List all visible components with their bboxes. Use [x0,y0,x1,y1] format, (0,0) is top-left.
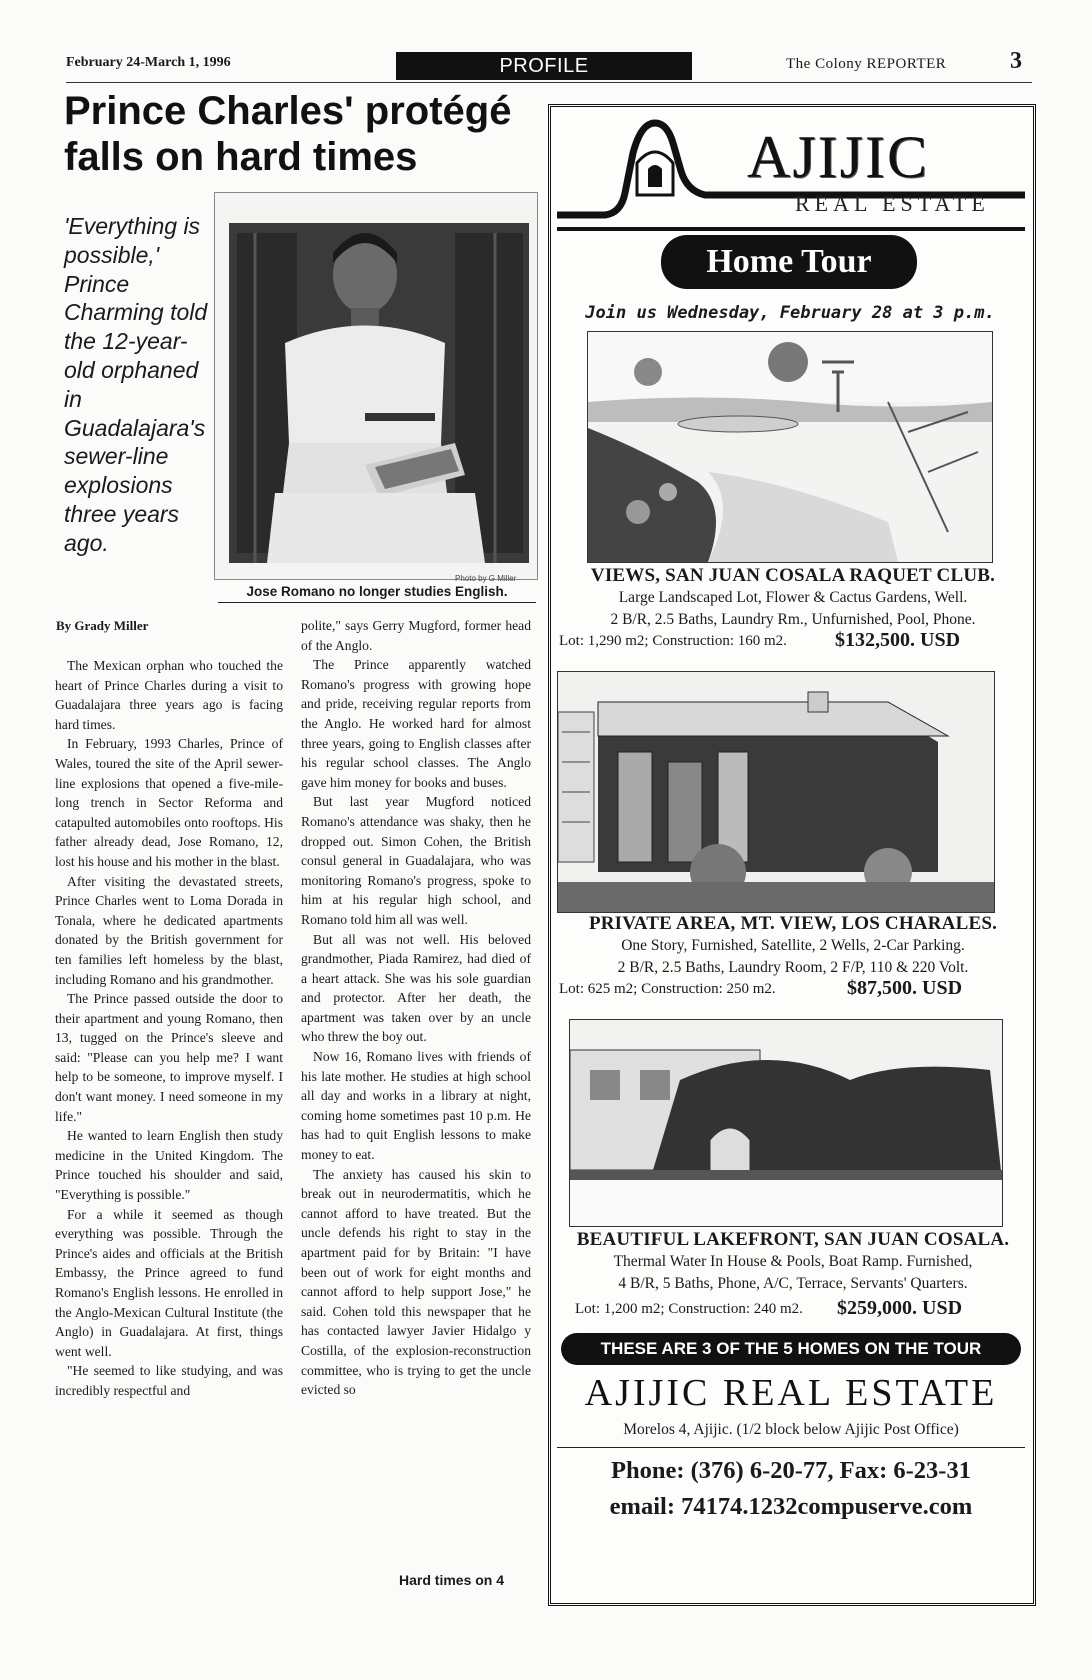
paragraph: For a while it seemed as though everything was possible. Through the Prince's aides and officials at the British Embassy, the Prince agreed to fund Romano's English lessons. He enrolled in the Anglo-Mexican Cultural Institute (the Anglo) in Guadalajara. At first, things went well. [55,1206,283,1359]
office-address: Morelos 4, Ajijic. (1/2 block below Ajijic Post Office) [623,1421,959,1438]
header-rule [66,82,1032,83]
paragraph: The Prince apparently watched Romano's progress with growing hope and pride, receiving regular reports from the Anglo. He worked hard for almost three years, going to English classes after his regular school classes. The Anglo gave him money for books and buses. [301,657,531,790]
listing-1-lot: Lot: 1,290 m2; Construction: 160 m2. [559,633,787,649]
paragraph: The Prince passed outside the door to their apartment and young Romano, then 13, tugged on the Prince's sleeve and said: "Please can you help me? I want help to be someone, to improve myself. I don't want money. I need someone in my life." [55,991,283,1124]
section-label: PROFILE [396,52,692,80]
listing-1-features: Large Landscaped Lot, Flower & Cactus Gardens, Well. [618,589,968,606]
pull-quote: 'Everything is possible,' Prince Charming told the 12-year-old orphaned in Guadalajara's sewer-line explosions three years ago. [64,213,208,556]
listing-2-features: One Story, Furnished, Satellite, 2 Wells, 2-Car Parking. [621,937,965,954]
listing-1-title: VIEWS, SAN JUAN COSALA RAQUET CLUB. [590,565,996,586]
email-address[interactable]: email: 74174.1232compuserve.com [609,1493,973,1520]
paragraph: Now 16, Romano lives with friends of his late mother. He studies at high school all day and works in a library at night, coming home sometimes past 10 p.m. He has had to quit English lessons to make money to eat. [301,1049,531,1163]
listing-2-rooms: 2 B/R, 2.5 Baths, Laundry Room, 2 F/P, 110 & 220 Volt. [617,959,969,976]
ad-brand-subtitle: REAL ESTATE [795,191,990,216]
byline: By Grady Miller [56,618,149,633]
phone-fax: Phone: (376) 6-20-77, Fax: 6-23-31 [611,1457,971,1484]
article-column-1 [55,656,283,1401]
paragraph: In February, 1993 Charles, Prince of Wales, toured the site of the April sewer-line explosions that opened a five-mile-long trench in Sector Reforma and catapulted automobiles onto rooftops. His father already dead, Jose Romano, 12, lost his house and his mother in the blast. [55,736,283,869]
issue-date: February 24-March 1, 1996 [66,55,231,70]
tour-invite: Join us Wednesday, February 28 at 3 p.m. [585,303,995,323]
listing-3-lot: Lot: 1,200 m2; Construction: 240 m2. [575,1301,803,1317]
listing-photo-garden [587,331,993,563]
article-column-2 [301,616,531,1400]
listing-2-title: PRIVATE AREA, MT. VIEW, LOS CHARALES. [588,913,998,934]
home-tour-badge: Home Tour [661,235,917,289]
listing-2-lot: Lot: 625 m2; Construction: 250 m2. [559,981,776,997]
ad-brand-footer: AJIJIC REAL ESTATE [584,1372,998,1414]
listing-3-features: Thermal Water In House & Pools, Boat Ramp. Furnished, [613,1253,973,1270]
paragraph: He wanted to learn English then study medicine in the United Kingdom. The Prince touched his shoulder and said, "Everything is possible." [55,1128,283,1203]
listing-1-price: $132,500. USD [835,629,961,651]
paragraph: After visiting the devastated streets, Prince Charles went to Loma Dorada in Tonala, where he dedicated apartments donated by the British government for ten families left homeless by the blast, including Romano and his grandmother. [55,873,283,987]
paragraph: But all was not well. His beloved grandmother, Piada Ramirez, had died of a heart attack. She was his sole guardian and protector. After her death, the apartment was taken over by an uncle who threw the boy out. [301,931,531,1045]
footer-rule [557,1447,1025,1448]
headline [64,88,534,180]
page-number: 3 [1010,48,1022,74]
real-estate-ad [548,104,1036,1606]
listing-3-rooms: 4 B/R, 5 Baths, Phone, A/C, Terrace, Servants' Quarters. [618,1275,968,1292]
tour-count-banner: THESE ARE 3 OF THE 5 HOMES ON THE TOUR [561,1333,1021,1365]
article-photo [214,192,538,580]
headline-line-1: Prince Charles' protégé [64,89,512,133]
newspaper-name: The Colony REPORTER [786,56,947,72]
paragraph: polite," says Gerry Mugford, former head of the Anglo. [301,618,531,653]
boy-portrait-image [215,193,537,579]
ad-brand-name: AJIJIC [747,124,930,190]
paragraph: But last year Mugford noticed Romano's attendance was shaky, then he dropped out. Simon Cohen, the British consul general in Guadalajara, who was monitoring Romano's progress, spoke to him at his regular high school, and Romano told him all was well. [301,794,531,927]
listing-1-rooms: 2 B/R, 2.5 Baths, Laundry Rm., Unfurnished, Pool, Phone. [610,611,976,628]
continued-on-link[interactable]: Hard times on 4 [399,1572,505,1588]
listing-3-title: BEAUTIFUL LAKEFRONT, SAN JUAN COSALA. [576,1229,1010,1250]
listing-2-price: $87,500. USD [847,977,963,999]
photo-credit: Photo by G Miller [455,574,517,583]
listing-photo-house [557,671,995,913]
listing-photo-lakefront [569,1019,1003,1227]
headline-line-2: falls on hard times [64,135,418,179]
paragraph: The anxiety has caused his skin to break out in neurodermatitis, which he cannot afford to have treated. But the uncle defends his right to stay in the apartment paid for by Britain: "I have been out of work for eight months and cannot afford to help support Jose," he said. Cohen told this newspaper that he has contacted lawyer Javier Hidalgo y Costilla, of the explosion-reconstruction committee, who is trying to get the uncle evicted so [301,1166,531,1398]
paragraph: The Mexican orphan who touched the heart of Prince Charles during a visit to Guadalajara three years ago is facing hard times. [55,658,283,732]
photo-caption: Jose Romano no longer studies English. [218,584,536,603]
listing-3-price: $259,000. USD [837,1297,963,1319]
paragraph: "He seemed to like studying, and was incredibly respectful and [55,1363,283,1398]
